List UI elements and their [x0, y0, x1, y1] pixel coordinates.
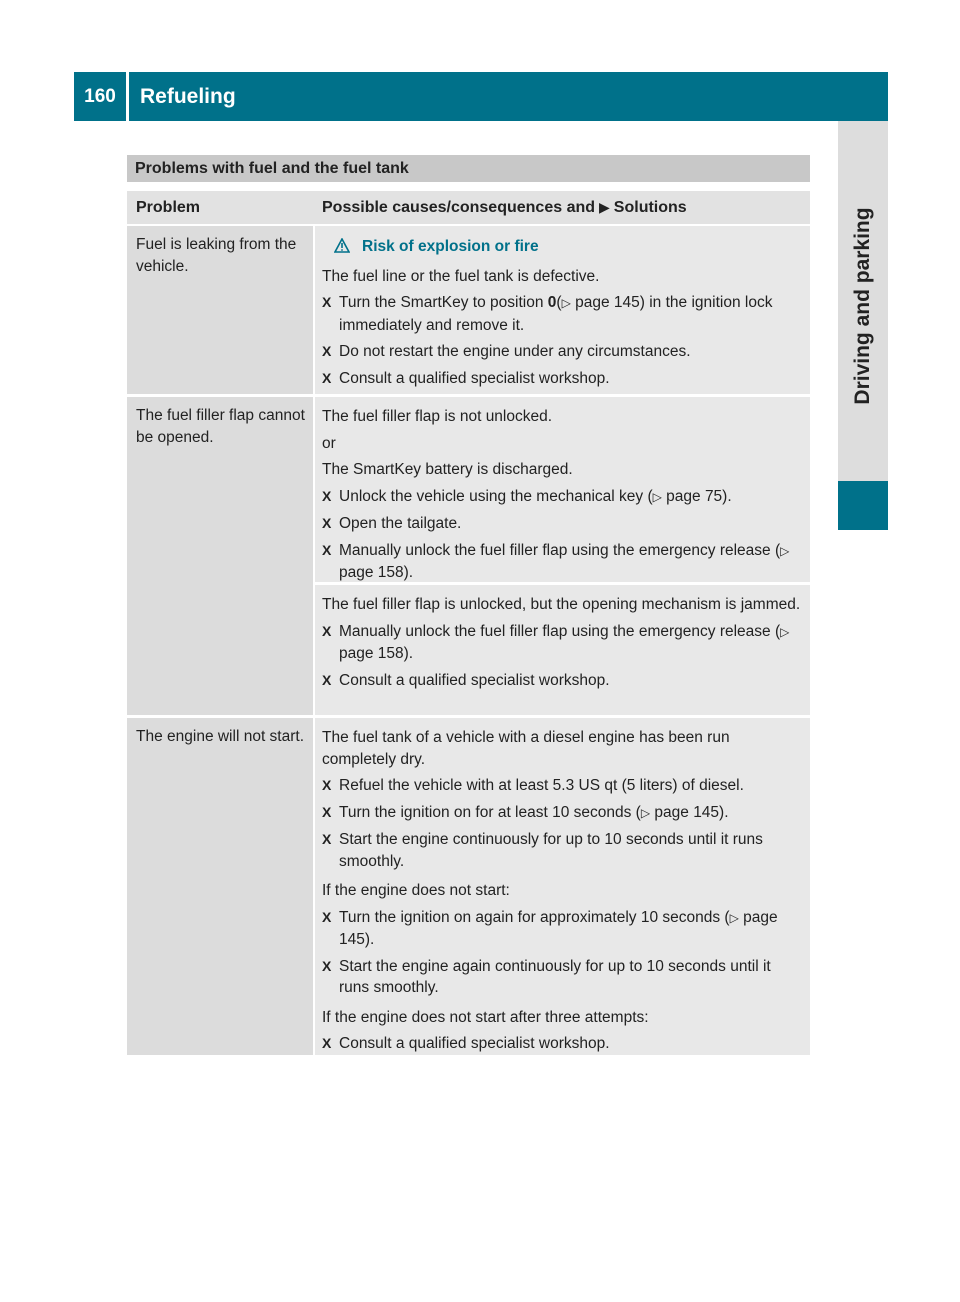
step-text: page 75).: [661, 487, 732, 505]
step-text: Open the tailgate.: [339, 515, 462, 532]
list-item: [322, 956, 804, 999]
problem-text: The engine will not start.: [136, 728, 305, 745]
problem-cell-fuel-leak: [127, 226, 313, 394]
list-item: [322, 1033, 804, 1055]
list-item: [322, 486, 804, 509]
table-header-row: [127, 191, 810, 224]
chapter-marker: [838, 481, 888, 530]
list-item: [322, 540, 804, 584]
step-text: page 145).: [339, 908, 778, 948]
bullet-x-icon: X: [322, 294, 332, 310]
bullet-x-icon: X: [322, 487, 332, 504]
bullet-x-icon: X: [322, 343, 332, 359]
step-text: Manually unlock the fuel filler flap using the emergency release (: [339, 541, 781, 559]
step-text: Unlock the vehicle using the mechanical key (: [339, 487, 653, 505]
list-item: [322, 368, 804, 390]
condition-text: If the engine does not start:: [322, 882, 510, 899]
page-number: 160: [84, 85, 116, 107]
problem-cell-engine-start: [127, 718, 313, 1055]
page-ref-icon: ▷: [729, 910, 739, 925]
step-text: (: [556, 294, 562, 311]
bullet-x-icon: X: [322, 515, 332, 531]
step-text: Start the engine continuously for up to 10 seconds until it runs smoothly.: [339, 831, 763, 870]
condition-text: If the engine does not start after three attempts:: [322, 1008, 649, 1026]
side-chapter-tab: [838, 121, 888, 491]
bullet-x-icon: X: [322, 622, 332, 639]
list-item: [322, 775, 804, 797]
column-header-causes-text: Possible causes/consequences and: [322, 198, 596, 216]
solution-cell-flap-not-unlocked: [315, 397, 810, 582]
bullet-x-icon: X: [322, 957, 332, 974]
step-text: Turn the SmartKey to position: [339, 294, 548, 311]
bullet-x-icon: X: [322, 671, 332, 688]
page-ref-icon: ▷: [640, 805, 651, 820]
list-item: [322, 907, 804, 951]
solution-cell-fuel-leak: [315, 226, 810, 394]
step-text: page 158).: [339, 564, 414, 581]
list-item: [322, 829, 804, 872]
step-text: page 158).: [339, 645, 414, 662]
page-ref-icon: ▷: [780, 543, 790, 558]
step-text: Turn the ignition on again for approximately 10 seconds (: [339, 908, 730, 926]
column-header-solutions-text: Solutions: [613, 198, 687, 216]
bullet-x-icon: X: [322, 777, 332, 793]
step-text: Consult a qualified specialist workshop.: [339, 671, 610, 689]
section-title: Refueling: [140, 84, 236, 108]
list-item: [322, 292, 804, 336]
step-text: Do not restart the engine under any circumstances.: [339, 343, 691, 360]
arrow-right-icon: ▶: [599, 199, 610, 215]
chapter-label: Driving and parking: [851, 207, 874, 405]
list-item: [322, 670, 804, 692]
or-text: or: [322, 434, 336, 452]
column-header-problem: Problem: [136, 198, 201, 216]
warning-triangle-icon: [334, 238, 350, 253]
bullet-x-icon: X: [322, 803, 332, 820]
bullet-x-icon: X: [322, 369, 332, 386]
cause-text: The fuel filler flap is unlocked, but the opening mechanism is jammed.: [322, 596, 801, 613]
solution-cell-engine-start: [315, 718, 810, 1055]
cause-text: The fuel line or the fuel tank is defective.: [322, 267, 600, 285]
list-item: [322, 802, 804, 825]
bullet-x-icon: X: [322, 541, 332, 558]
problem-text: The fuel filler flap cannot be opened.: [136, 407, 305, 446]
page-ref-icon: ▷: [780, 624, 790, 639]
list-item: [322, 341, 804, 363]
list-item: [322, 621, 804, 665]
page-ref-icon: ▷: [652, 489, 662, 504]
bullet-x-icon: X: [322, 908, 332, 925]
problem-cell-filler-flap: [127, 397, 313, 715]
step-text: Manually unlock the fuel filler flap using the emergency release (: [339, 622, 781, 640]
step-text: page 145) in the ignition lock immediately and remove it.: [339, 294, 773, 334]
header-divider: [126, 72, 129, 121]
table-title: Problems with fuel and the fuel tank: [127, 155, 810, 182]
step-text: Consult a qualified specialist workshop.: [339, 1035, 610, 1052]
problem-text: Fuel is leaking from the vehicle.: [136, 236, 297, 275]
warning-heading: [322, 236, 804, 258]
key-position: 0: [547, 294, 557, 311]
list-item: [322, 513, 804, 535]
cause-text: The SmartKey battery is discharged.: [322, 461, 573, 478]
bullet-x-icon: X: [322, 831, 332, 847]
column-header-causes: [322, 191, 687, 224]
step-text: Consult a qualified specialist workshop.: [339, 369, 610, 387]
step-text: page 145).: [650, 803, 729, 821]
page-ref-icon: ▷: [561, 296, 571, 310]
bullet-x-icon: X: [322, 1035, 332, 1051]
page-header: [74, 72, 888, 121]
warning-text: Risk of explosion or fire: [362, 238, 539, 255]
step-text: Turn the ignition on for at least 10 seconds (: [339, 803, 641, 821]
step-text: Refuel the vehicle with at least 5.3 US qt (5 liters) of diesel.: [339, 777, 744, 794]
step-text: Start the engine again continuously for up to 10 seconds until it runs smoothly.: [339, 957, 771, 996]
cause-text: The fuel tank of a vehicle with a diesel engine has been run completely dry.: [322, 729, 730, 768]
cause-text: The fuel filler flap is not unlocked.: [322, 408, 553, 425]
solution-cell-flap-jammed: [315, 585, 810, 715]
